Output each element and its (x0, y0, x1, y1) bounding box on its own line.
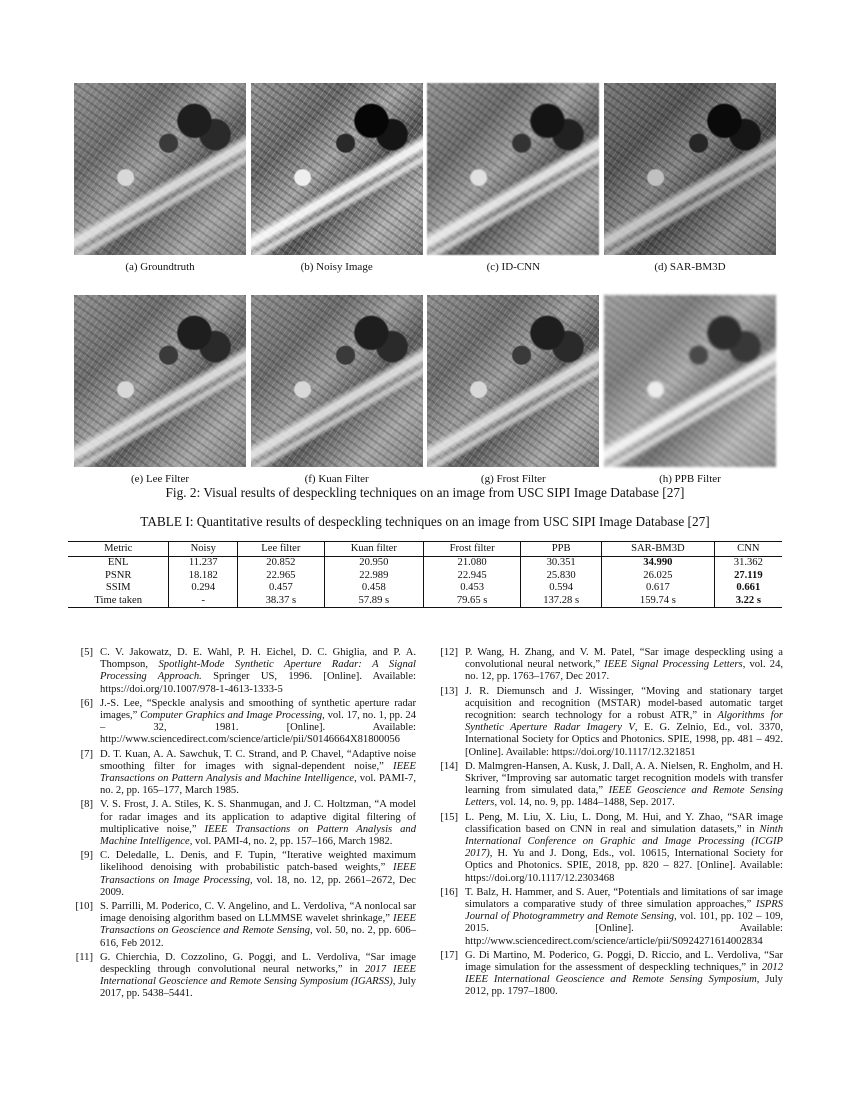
table-header: Lee filter (238, 542, 325, 557)
reference-details: , vol. 14, no. 9, pp. 1484–1488, Sep. 2017. (494, 797, 675, 809)
table-cell: 38.37 s (238, 595, 325, 608)
reference-item (433, 647, 783, 684)
reference-venue: IEEE Transactions on Image Processing (100, 862, 416, 886)
reference-text (465, 812, 783, 885)
figure-row-top (74, 83, 776, 273)
figure-panel-c (427, 83, 599, 273)
reference-details: , E. G. Zelnio, Ed., vol. 3370, International Society for Optics and Photonics. SPIE, 1998, pp. 481 – 492. [Online]. Available: https://doi.org/10.1117/12.321851 (465, 722, 783, 758)
reference-number: [16] (440, 886, 458, 898)
reference-venue: IEEE Signal Processing Letters (604, 659, 743, 671)
reference-authors: G. Chierchia, D. Cozzolino, G. Poggi, and L. Verdoliva, “Sar image despeckling through convolutional neural networks,” in (100, 951, 416, 976)
panel-caption: (f) Kuan Filter (304, 473, 369, 485)
reference-venue: ISPRS Journal of Photogrammetry and Remote Sensing (465, 899, 783, 923)
table-header: Noisy (169, 542, 238, 557)
reference-item (68, 850, 416, 899)
table-cell: 30.351 (521, 557, 602, 570)
reference-authors: D. T. Kuan, A. A. Sawchuk, T. C. Strand, and P. Chavel, “Adaptive noise smoothing filter for images with signal-dependent noise,” (100, 748, 416, 772)
reference-text (100, 799, 416, 848)
references-left-column (68, 647, 416, 1003)
reference-text (465, 887, 783, 948)
table-cell: PSNR (104, 569, 132, 581)
table-cell: 21.080 (424, 557, 521, 570)
lee-filter-image (74, 295, 246, 467)
table-header: PPB (521, 542, 602, 557)
reference-item (433, 761, 783, 810)
reference-text (465, 686, 783, 759)
reference-item (433, 686, 783, 759)
table-cell: 0.457 (238, 582, 325, 594)
table-header-row (68, 542, 782, 557)
reference-venue: IEEE Transactions on Pattern Analysis and Machine Intelligence (100, 760, 416, 785)
reference-details: , vol. PAMI-4, no. 2, pp. 157–166, March 1982. (189, 836, 393, 848)
ppb-filter-image (604, 295, 776, 467)
groundtruth-image (74, 83, 246, 255)
table-cell: 22.965 (238, 570, 325, 582)
reference-authors: V. S. Frost, J. A. Stiles, K. S. Shanmugan, and J. C. Holtzman, “A model for radar images and its application to adaptive digital filtering of multiplicative noise,” (100, 799, 416, 835)
panel-caption: (h) PPB Filter (659, 473, 721, 485)
table-caption: TABLE I: Quantitative results of despeckling techniques on an image from USC SIPI Image Database [27] (140, 514, 710, 529)
reference-venue: Ninth International Conference on Graphic and Image Processing (ICGIP 2017) (465, 823, 783, 860)
reference-authors: J. R. Diemunsch and J. Wissinger, “Moving and stationary target acquisition and recognition (MSTAR) model-based automatic target recognition: search technology for a robust ATR,” in (465, 685, 783, 722)
table-header: Metric (68, 542, 169, 557)
reference-venue: 2017 IEEE International Geoscience and Remote Sensing Symposium (IGARSS) (100, 964, 416, 988)
table-cell: 0.594 (521, 582, 602, 594)
reference-authors: C. Deledalle, L. Denis, and F. Tupin, “Iterative weighted maximum likelihood denoising with probabilistic patch-based weights,” (100, 850, 416, 874)
reference-venue: IEEE Transactions on Pattern Analysis and Machine Intelligence (100, 823, 416, 848)
table-cell: 11.237 (169, 557, 238, 570)
reference-text (100, 749, 416, 798)
table-cell: 22.989 (324, 570, 423, 582)
table-row (68, 570, 782, 582)
reference-venue: IEEE Transactions on Geoscience and Remote Sensing (100, 913, 416, 937)
results-table (68, 541, 782, 608)
table-cell: 18.182 (169, 570, 238, 582)
table-header: Frost filter (424, 542, 521, 557)
reference-item (68, 799, 416, 848)
reference-number: [14] (440, 760, 458, 772)
table-cell: 57.89 s (324, 595, 423, 608)
reference-details: , July 2017, pp. 5438–5441. (100, 976, 416, 1000)
reference-number: [17] (440, 949, 458, 961)
reference-details: , vol. 50, no. 2, pp. 606–616, Feb 2012. (100, 925, 416, 949)
table-cell: 0.294 (169, 582, 238, 594)
table-cell-best: 27.119 (714, 570, 782, 582)
reference-text (465, 647, 783, 684)
reference-number: [10] (75, 901, 93, 913)
reference-venue: Computer Graphics and Image Processing (140, 710, 323, 722)
reference-text (100, 952, 416, 1001)
reference-item (68, 647, 416, 696)
references-right-column (433, 647, 783, 1001)
figure-2 (74, 83, 776, 485)
kuan-filter-image (251, 295, 423, 467)
table-cell: 25.830 (521, 570, 602, 582)
reference-details: , July 2012, pp. 1797–1800. (465, 974, 783, 998)
panel-caption: (a) Groundtruth (125, 261, 195, 273)
table-cell: 31.362 (714, 557, 782, 570)
reference-number: [8] (80, 799, 93, 811)
panel-caption: (g) Frost Filter (480, 473, 546, 485)
table-cell-best: 34.990 (602, 557, 715, 570)
figure-panel-f (251, 295, 423, 485)
table-cell: ENL (107, 557, 129, 569)
figure-panel-g (427, 295, 599, 485)
panel-caption: (c) ID-CNN (486, 261, 541, 273)
table-cell: - (169, 595, 238, 608)
figure-panel-d (604, 83, 776, 273)
table-row (68, 595, 782, 608)
panel-caption: (d) SAR-BM3D (654, 261, 726, 273)
reference-authors: C. V. Jakowatz, D. E. Wahl, P. H. Eichel, D. C. Ghiglia, and P. A. Thompson, (100, 647, 416, 671)
table-cell-best: 3.22 s (714, 595, 782, 608)
table-header: SAR-BM3D (602, 542, 715, 557)
reference-details: , vol. 17, no. 1, pp. 24 – 32, 1981. [Online]. Available: http://www.sciencedirect.com/science/article/pii/S0146664X81800056 (100, 710, 416, 746)
sar-bm3d-image (604, 83, 776, 255)
reference-text (100, 698, 416, 747)
table-cell: 20.950 (324, 557, 423, 570)
reference-number: [6] (80, 697, 93, 709)
reference-authors: L. Peng, M. Liu, X. Liu, L. Dong, M. Hui, and Y. Zhao, “SAR image classification based on CNN in real and simulation datasets,” in (465, 811, 783, 835)
reference-venue: Spotlight-Mode Synthetic Aperture Radar: A Signal Processing Approach. (100, 659, 416, 683)
reference-details: , vol. 18, no. 12, pp. 2661–2672, Dec 2009. (100, 874, 416, 898)
reference-details: , vol. PAMI-7, no. 2, pp. 165–177, March 1985. (100, 773, 416, 797)
reference-venue: Algorithms for Synthetic Aperture Radar Imagery V (465, 710, 783, 734)
table-cell: 159.74 s (602, 595, 715, 608)
reference-number: [5] (80, 647, 93, 658)
table-header: Kuan filter (324, 542, 423, 557)
reference-item (433, 950, 783, 999)
reference-text (465, 761, 783, 810)
table-cell: 0.453 (424, 582, 521, 594)
reference-text (100, 647, 416, 696)
reference-authors: P. Wang, H. Zhang, and V. M. Patel, “Sar image despeckling using a convolutional neural network,” (465, 647, 783, 671)
panel-caption: (e) Lee Filter (130, 473, 190, 485)
reference-item (68, 952, 416, 1001)
reference-authors: J.-S. Lee, “Speckle analysis and smoothing of synthetic aperture radar images,” (100, 697, 416, 722)
reference-number: [9] (80, 850, 93, 862)
reference-number: [12] (440, 647, 458, 658)
reference-details: , H. Yu and J. Dong, Eds., vol. 10615, International Society for Optics and Photonics. SPIE, 2018, pp. 820 – 827. [Online]. Available: https://doi.org/10.1117/12.2303468 (465, 848, 783, 884)
table-cell: SSIM (105, 582, 131, 594)
reference-text (100, 850, 416, 899)
reference-number: [13] (440, 685, 458, 697)
reference-item (68, 698, 416, 747)
reference-text (100, 901, 416, 950)
table-cell: 22.945 (424, 570, 521, 582)
reference-details: , vol. 101, pp. 102 – 109, 2015. [Online]. Available: http://www.sciencedirect.com/science/article/pii/S0924271614002834 (465, 911, 784, 947)
reference-number: [7] (80, 748, 93, 760)
frost-filter-image (427, 295, 599, 467)
table-row (68, 582, 782, 594)
table-header: CNN (714, 542, 782, 557)
figure-caption: Fig. 2: Visual results of despeckling techniques on an image from USC SIPI Image Database [27] (165, 485, 685, 500)
figure-panel-h (604, 295, 776, 485)
reference-item (68, 901, 416, 950)
figure-row-bottom (74, 295, 776, 485)
reference-venue: 2012 IEEE International Geoscience and Remote Sensing Symposium (465, 962, 783, 986)
reference-item (433, 812, 783, 885)
figure-panel-e (74, 295, 246, 485)
reference-authors: S. Parrilli, M. Poderico, C. V. Angelino, and L. Verdoliva, “A nonlocal sar image denoising algorithm based on LLMMSE wavelet shrinkage,” (100, 901, 416, 925)
reference-details: Springer US, 1996. [Online]. Available: https://doi.org/10.1007/978-1-4613-1333-5 (100, 671, 416, 695)
panel-caption: (b) Noisy Image (300, 261, 373, 273)
table-cell: 137.28 s (521, 595, 602, 608)
reference-authors: G. Di Martino, M. Poderico, G. Poggi, D. Riccio, and L. Verdoliva, “Sar image simulation for the assessment of despeckling techniques,” in (465, 949, 783, 974)
reference-details: , vol. 24, no. 12, pp. 1763–1767, Dec 2017. (465, 659, 784, 683)
table-cell: Time taken (94, 594, 142, 606)
reference-text (465, 950, 783, 999)
table-cell: 0.458 (324, 582, 423, 594)
table-cell: 20.852 (238, 557, 325, 570)
figure-panel-a (74, 83, 246, 273)
reference-item (68, 749, 416, 798)
reference-authors: D. Malmgren-Hansen, A. Kusk, J. Dall, A. A. Nielsen, R. Engholm, and H. Skriver, “Improving sar automatic target recognition models with transfer learning from simulated data,” (465, 760, 783, 797)
table-cell: 0.617 (602, 582, 715, 594)
id-cnn-image (427, 83, 599, 255)
table-cell: 26.025 (602, 570, 715, 582)
figure-panel-b (251, 83, 423, 273)
reference-authors: T. Balz, H. Hammer, and S. Auer, “Potentials and limitations of sar image simulators a comparative study of three simulation approaches,” (465, 886, 783, 911)
table-cell: 79.65 s (424, 595, 521, 608)
reference-number: [15] (440, 811, 458, 823)
reference-venue: IEEE Geoscience and Remote Sensing Letters (465, 785, 783, 809)
table-row (68, 557, 782, 570)
reference-number: [11] (75, 951, 93, 963)
noisy-image (251, 83, 423, 255)
table-cell-best: 0.661 (714, 582, 782, 594)
reference-item (433, 887, 783, 948)
